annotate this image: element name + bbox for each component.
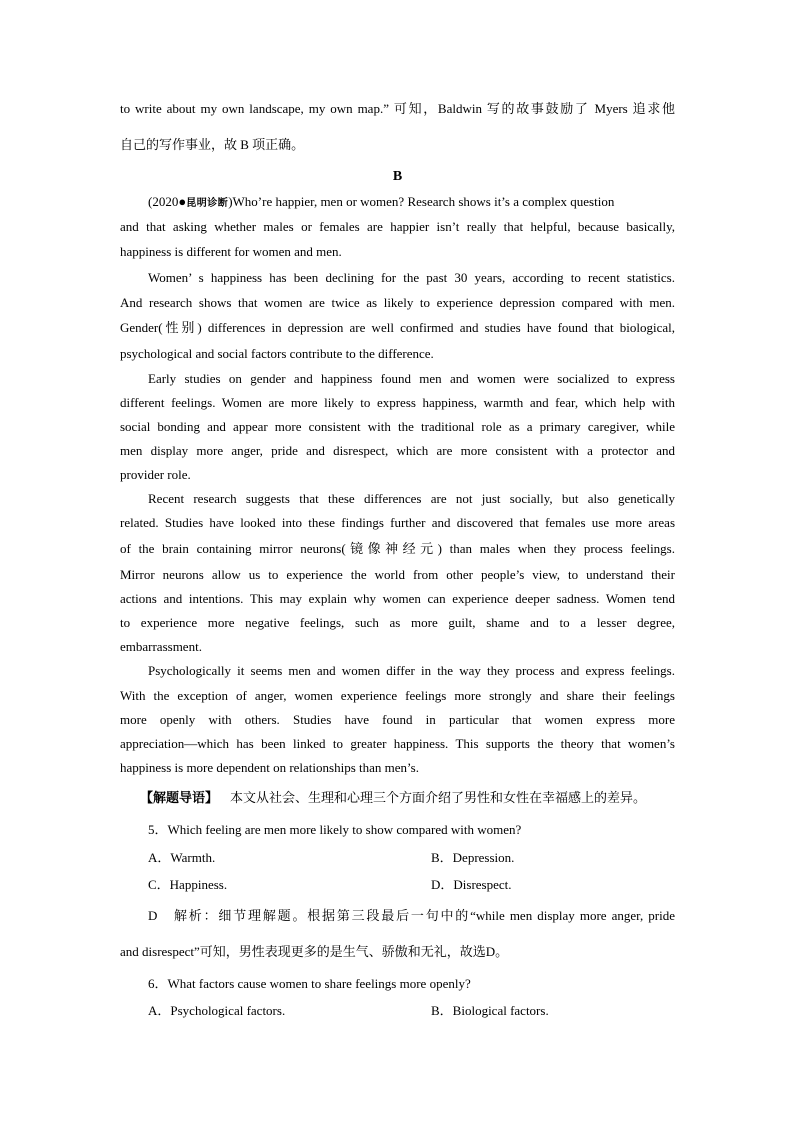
passage-p5-line-3: more openly with others. Studies have found in particular that women express more xyxy=(120,712,675,727)
question-5-option-c: C．Happiness. xyxy=(148,877,228,892)
guide-line xyxy=(140,789,680,807)
guide-label: 【解题导语】 xyxy=(140,790,219,805)
question-5-answer-line-2: and disrespect”可知，男性表现更多的是生气、骄傲和无礼，故选D。 xyxy=(120,944,509,959)
passage-p4-line-2: related. Studies have looked into these findings further and discovered that females use more areas xyxy=(120,515,675,530)
guide-text: 本文从社会、生理和心理三个方面介绍了男性和女性在幸福感上的差异。 xyxy=(230,790,647,805)
passage-p2-line-1: Women’ s happiness has been declining for the past 30 years, according to recent statistics. xyxy=(148,270,675,285)
passage-p5-line-5: happiness is more dependent on relationships than men’s. xyxy=(120,760,419,775)
passage-p4-line-5: actions and intentions. This may explain why women can experience deeper sadness. Women tend xyxy=(120,591,675,606)
question-5-answer-line-1: D 解析：细节理解题。根据第三段最后一句中的“while men display more anger, pride xyxy=(148,908,675,923)
passage-p5-line-1: Psychologically it seems men and women differ in the way they process and express feelings. xyxy=(148,663,675,678)
question-5-stem: 5．Which feeling are men more likely to show compared with women? xyxy=(148,822,522,837)
passage-p4-line-4: Mirror neurons allow us to experience the world from other people’s view, to understand their xyxy=(120,567,675,582)
question-5-option-b: B．Depression. xyxy=(431,850,515,865)
previous-answer-line-2: 自己的写作事业，故 B 项正确。 xyxy=(120,137,305,152)
passage-p2-line-3: Gender(性别) differences in depression are well confirmed and studies have found that biological, xyxy=(120,320,675,335)
bullet-dot-icon: ● xyxy=(178,194,187,209)
passage-p1-line-1 xyxy=(148,193,675,211)
passage-p4-line-3: of the brain containing mirror neurons(镜像神经元) than males when they process feelings. xyxy=(120,541,675,556)
passage-p2-line-2: And research shows that women are twice as likely to experience depression compared with men. xyxy=(120,295,675,310)
question-6-stem: 6．What factors cause women to share feelings more openly? xyxy=(148,976,471,991)
passage-p5-line-2: With the exception of anger, women experience feelings more strongly and share their feelings xyxy=(120,688,675,703)
passage-p3-line-5: provider role. xyxy=(120,467,191,482)
passage-p1-line-3: happiness is different for women and men. xyxy=(120,244,342,259)
passage-p4-line-6: to experience more negative feelings, such as more guilt, shame and to a lesser degree, xyxy=(120,615,675,630)
p1-line-1-rest: )Who’re happier, men or women? Research shows it’s a complex question xyxy=(228,194,615,209)
passage-p3-line-3: social bonding and appear more consistent with the traditional role as a primary caregiver, while xyxy=(120,419,675,434)
passage-p3-line-1: Early studies on gender and happiness found men and women were socialized to express xyxy=(148,371,675,386)
year-label: (2020 xyxy=(148,194,179,209)
previous-answer-line-1: to write about my own landscape, my own map.” 可知，Baldwin 写的故事鼓励了 Myers 追求他 xyxy=(120,101,675,116)
passage-p5-line-4: appreciation—which has been linked to greater happiness. This supports the theory that women’s xyxy=(120,736,675,751)
passage-p4-line-7: embarrassment. xyxy=(120,639,202,654)
passage-p3-line-4: men display more anger, pride and disrespect, which are more consistent with a protector and xyxy=(120,443,675,458)
passage-p3-line-2: different feelings. Women are more likely to express happiness, warmth and fear, which help with xyxy=(120,395,675,410)
passage-p1-line-2: and that asking whether males or females are happier isn’t really that helpful, because basically, xyxy=(120,219,675,234)
section-label: B xyxy=(392,169,403,184)
question-6-option-a: A．Psychological factors. xyxy=(148,1003,286,1018)
source-label: 昆明诊断 xyxy=(186,198,229,209)
question-6-option-b: B．Biological factors. xyxy=(431,1003,549,1018)
passage-p4-line-1: Recent research suggests that these differences are not just socially, but also genetically xyxy=(148,491,675,506)
question-5-option-d: D．Disrespect. xyxy=(431,877,512,892)
question-5-option-a: A．Warmth. xyxy=(148,850,216,865)
passage-p2-line-4: psychological and social factors contribute to the difference. xyxy=(120,346,434,361)
